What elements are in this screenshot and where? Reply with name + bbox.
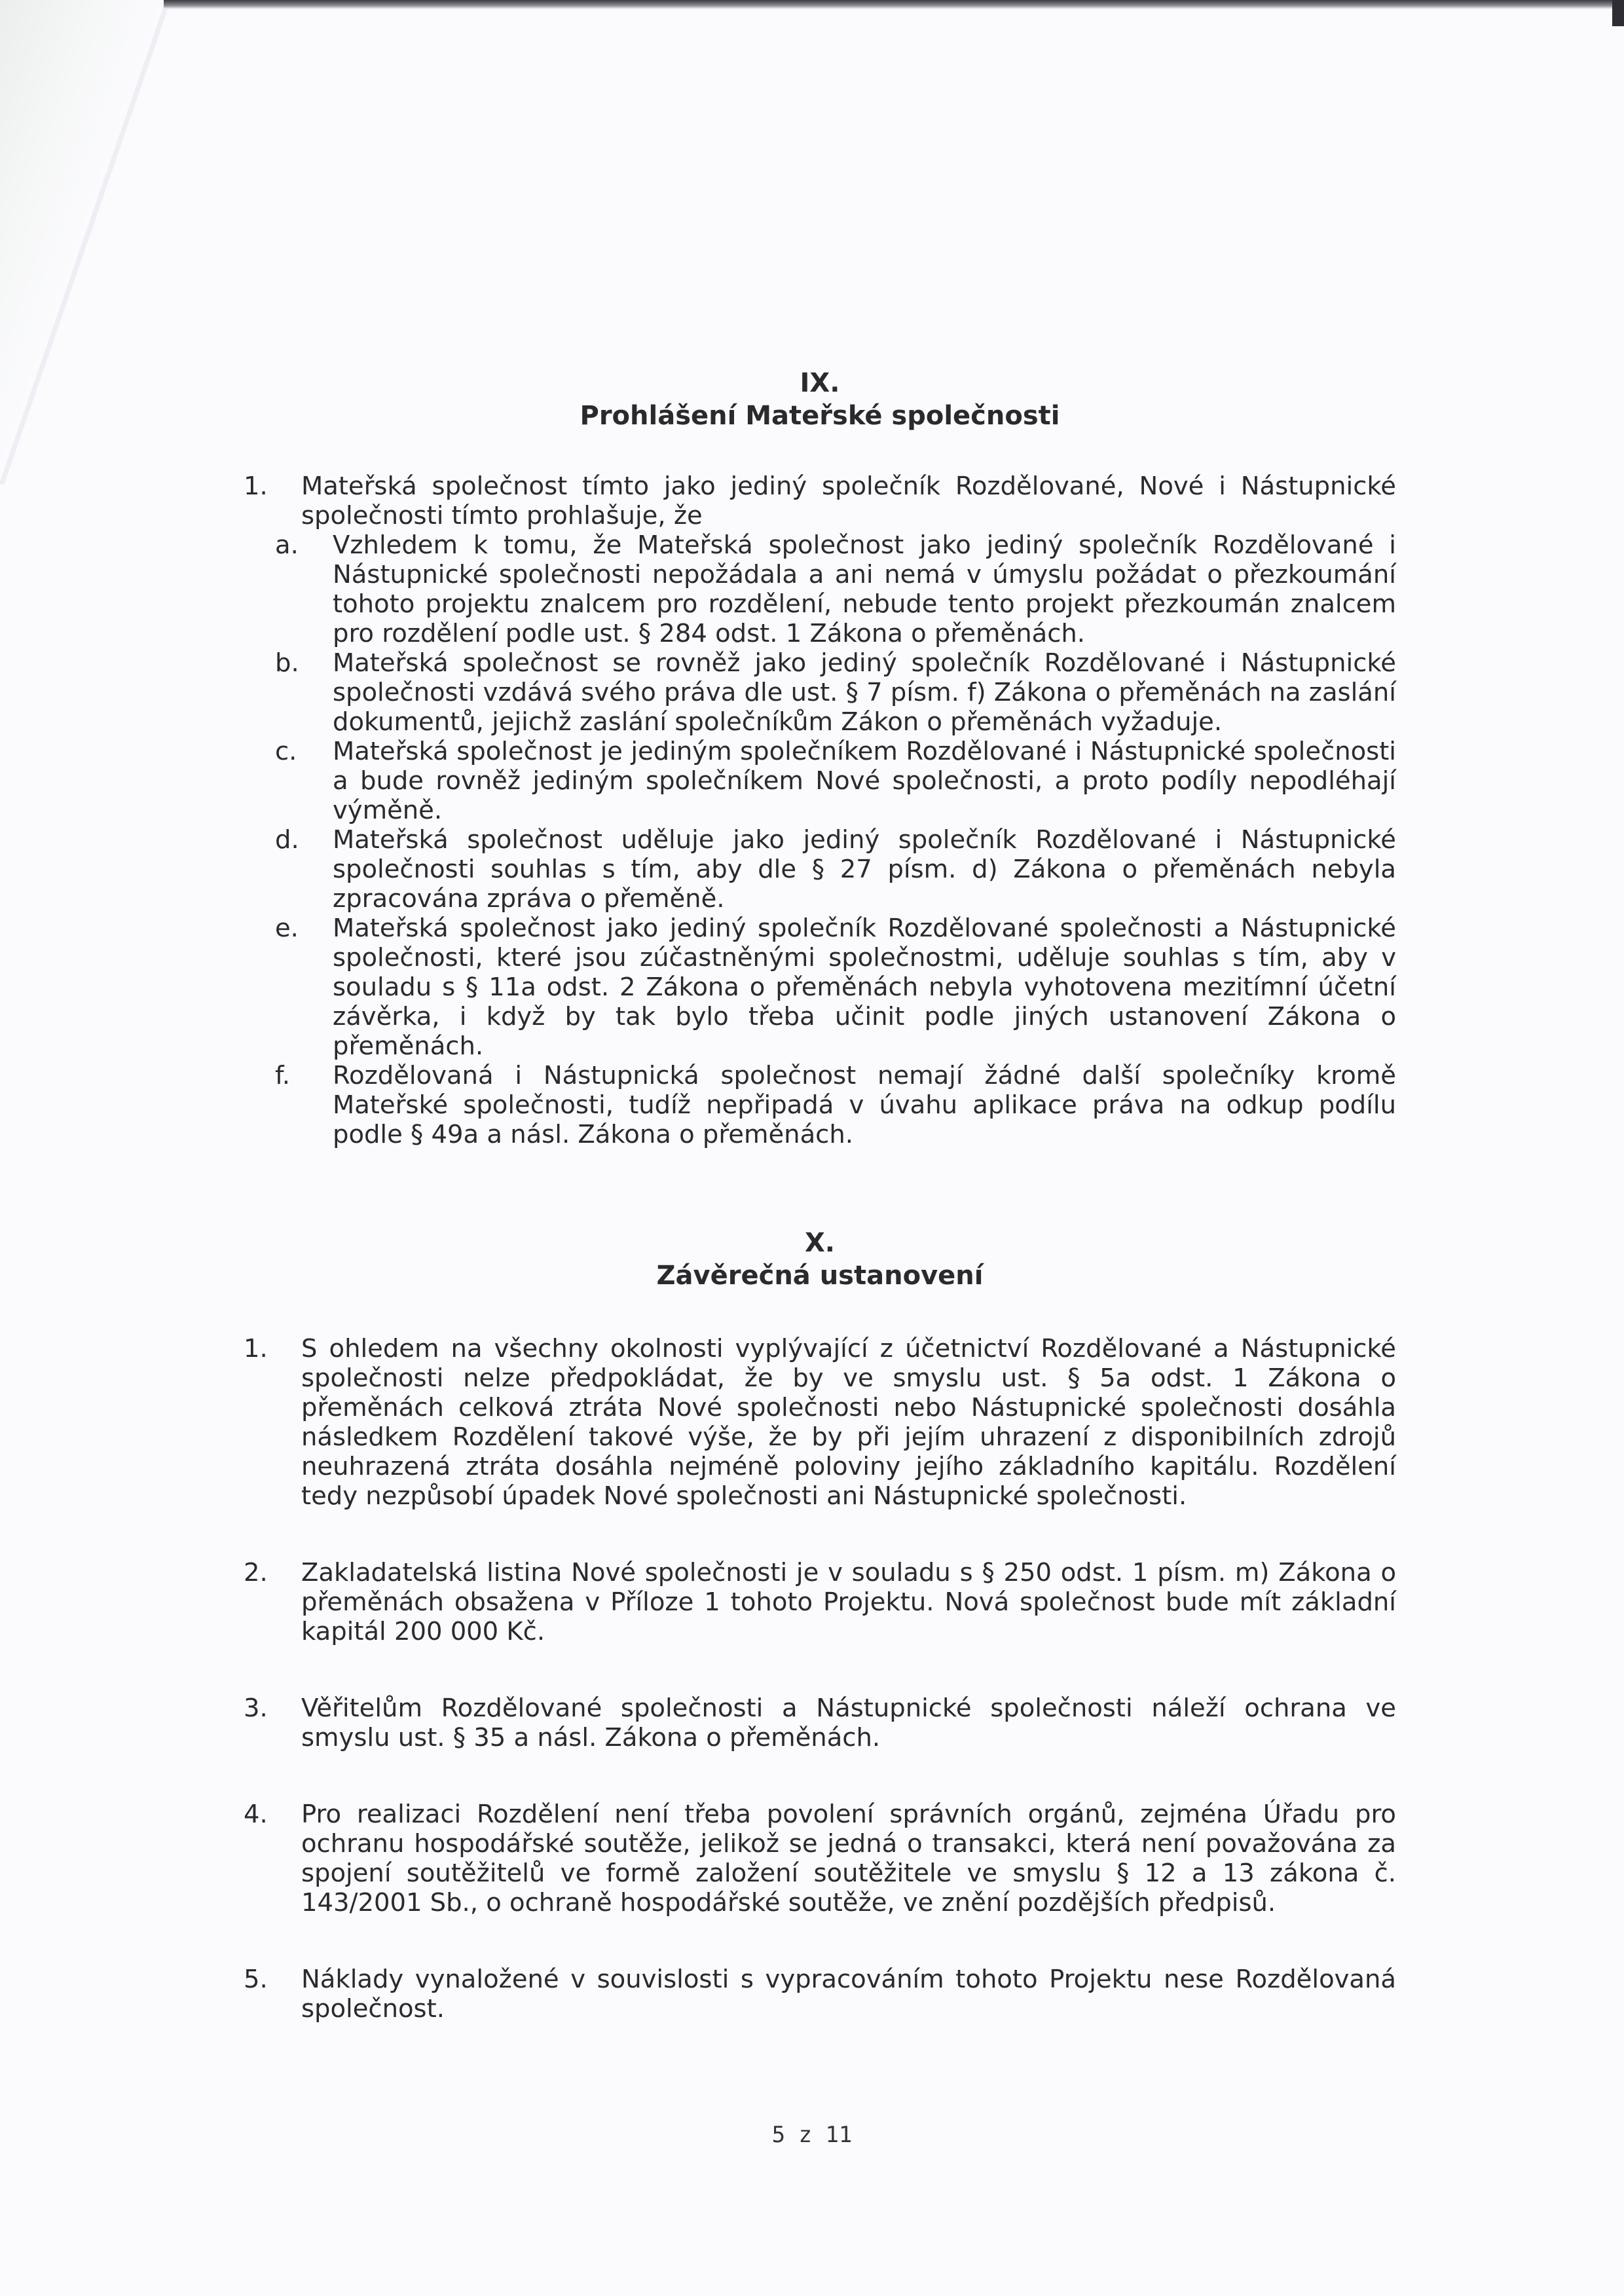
item-text: Vzhledem k tomu, že Mateřská společnost jako jediný společník Rozdělované i Nástupnické společnosti nepožádala a ani nemá v úmyslu požádat o přezkoumání tohoto projektu znalcem pro rozdělení, nebude tento projekt přezkoumán znalcem pro rozdělení podle ust. § 284 odst. 1 Zákona o přeměnách.: [333, 530, 1396, 648]
item-text: Pro realizaci Rozdělení není třeba povolení správních orgánů, zejména Úřadu pro ochranu hospodářské soutěže, jelikož se jedná o transakci, která není považována za spojení soutěžitelů ve formě založení soutěžitele ve smyslu § 12 a 13 zákona č. 143/2001 Sb., o ochraně hospodářské soutěže, ve znění pozdějších předpisů.: [301, 1800, 1396, 1917]
sub-list-item: [275, 914, 1396, 1061]
item-text: Zakladatelská listina Nové společnosti je v souladu s § 250 odst. 1 písm. m) Zákona o přeměnách obsažena v Příloze 1 tohoto Projektu. Nová společnost bude mít základní kapitál 200 000 Kč.: [301, 1558, 1396, 1646]
list-item: [244, 1694, 1396, 1752]
item-number: 4.: [244, 1800, 268, 1829]
list-item: [244, 1334, 1396, 1511]
list-item: [244, 1800, 1396, 1917]
section-title: Závěrečná ustanovení: [656, 1261, 984, 1291]
item-letter: e.: [275, 914, 299, 943]
section-title: Prohlášení Mateřské společnosti: [580, 401, 1060, 431]
item-text: S ohledem na všechny okolnosti vyplývající z účetnictví Rozdělované a Nástupnické společnosti nelze předpokládat, že by ve smyslu ust. § 5a odst. 1 Zákona o přeměnách celková ztráta Nové společnosti nebo Nástupnické společnosti dosáhla následkem Rozdělení takové výše, že by při jejím uhrazení z disponibilních zdrojů neuhrazená ztráta dosáhla nejméně poloviny jejího základního kapitálu. Rozdělení tedy nezpůsobí úpadek Nové společnosti ani Nástupnické společnosti.: [301, 1334, 1396, 1511]
scan-corner-mark: [1612, 0, 1624, 26]
sub-list-item: [275, 737, 1396, 825]
item-letter: f.: [275, 1061, 290, 1090]
page-number: 5 z 11: [771, 2122, 853, 2148]
item-text: Náklady vynaložené v souvislosti s vypracováním tohoto Projektu nese Rozdělovaná společnost.: [301, 1965, 1396, 2024]
list-item: [244, 1558, 1396, 1646]
section-x-heading: [244, 1227, 1396, 1292]
item-letter: a.: [275, 530, 299, 560]
list-item: [244, 472, 1396, 1149]
item-text: Mateřská společnost jako jediný společník Rozdělované společnosti a Nástupnické společnosti, které jsou zúčastněnými společnostmi, uděluje souhlas s tím, aby v souladu s § 11a odst. 2 Zákona o přeměnách nebyla vyhotovena mezitímní účetní závěrka, i když by tak bylo třeba učinit podle jiných ustanovení Zákona o přeměnách.: [333, 914, 1396, 1061]
item-text: Mateřská společnost je jediným společníkem Rozdělované i Nástupnické společnosti a bude rovněž jediným společníkem Nové společnosti, a proto podíly nepodléhají výměně.: [333, 737, 1396, 825]
section-ix-list: [244, 472, 1396, 1149]
item-letter: c.: [275, 737, 297, 766]
scan-page-fold-shadow: [0, 0, 175, 485]
section-number: X.: [804, 1228, 836, 1258]
item-number: 5.: [244, 1965, 268, 1994]
item-letter: d.: [275, 825, 299, 855]
section-ix-heading: [244, 367, 1396, 432]
sub-list-item: [275, 825, 1396, 914]
scan-top-edge: [164, 0, 1624, 9]
item-number: 2.: [244, 1558, 268, 1587]
item-number: 1.: [244, 1334, 268, 1363]
sub-list: [244, 530, 1396, 1149]
item-number: 3.: [244, 1694, 268, 1723]
sub-list-item: [275, 1061, 1396, 1149]
sub-list-item: [275, 530, 1396, 648]
item-text: Mateřská společnost se rovněž jako jediný společník Rozdělované i Nástupnické společnosti vzdává svého práva dle ust. § 7 písm. f) Zákona o přeměnách na zaslání dokumentů, jejichž zaslání společníkům Zákon o přeměnách vyžaduje.: [333, 648, 1396, 737]
sub-list-item: [275, 648, 1396, 737]
item-text: Mateřská společnost tímto jako jediný společník Rozdělované, Nové i Nástupnické společnosti tímto prohlašuje, že: [301, 472, 1396, 530]
item-text: Rozdělovaná i Nástupnická společnost nemají žádné další společníky kromě Mateřské společnosti, tudíž nepřipadá v úvahu aplikace práva na odkup podílu podle § 49a a násl. Zákona o přeměnách.: [333, 1061, 1396, 1149]
item-number: 1.: [244, 472, 268, 501]
list-item: [244, 1965, 1396, 2024]
item-text: Mateřská společnost uděluje jako jediný společník Rozdělované i Nástupnické společnosti souhlas s tím, aby dle § 27 písm. d) Zákona o přeměnách nebyla zpracována zpráva o přeměně.: [333, 825, 1396, 914]
section-x-list: [244, 1334, 1396, 2024]
item-text: Věřitelům Rozdělované společnosti a Nástupnické společnosti náleží ochrana ve smyslu ust. § 35 a násl. Zákona o přeměnách.: [301, 1694, 1396, 1752]
document-page: [244, 367, 1396, 2024]
item-letter: b.: [275, 648, 299, 678]
section-number: IX.: [800, 368, 840, 398]
